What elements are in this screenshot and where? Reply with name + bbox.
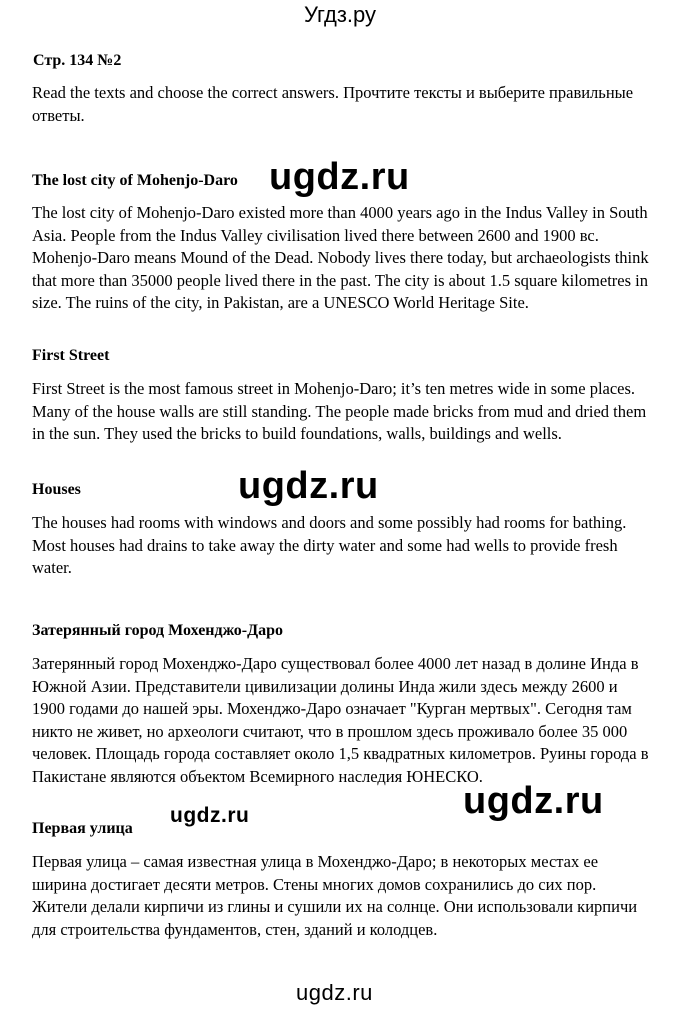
watermark: ugdz.ru	[238, 465, 379, 507]
russian-first-street-heading: Первая улица	[32, 820, 133, 837]
english-intro: The lost city of Mohenjo-Daro existed more than 4000 years ago in the Indus Valley in South Asia. People from the Indus Valley civilisation lived there between 2600 and 1900 вс. Mohenjo-Daro means Mound of the Dead. Nobody lives there today, but archaeologists think that more than 35000 people lived there in the past. The city is about 1.5 square kilometres in size. The ruins of the city, in Pakistan, are a UNESCO World Heritage Site.	[32, 203, 649, 312]
russian-first-street-text: Первая улица – самая известная улица в Мохенджо-Даро; в некоторых местах ее ширина достигает десяти метров. Стены многих домов сохранились до сих пор. Жители делали кирпичи из глины и сушили их на солнце. Они использовали кирпичи для строительства фундаментов, стен, зданий и колодцев.	[32, 852, 638, 939]
site-title: Угдз.ру	[303, 2, 377, 27]
english-title: The lost city of Mohenjo-Daro	[32, 172, 238, 189]
watermark: ugdz.ru	[170, 804, 250, 827]
russian-title: Затерянный город Мохенджо-Даро	[32, 622, 284, 639]
first-street-text: First Street is the most famous street in Mohenjo-Daro; it’s ten metres wide in some places. Many of the house walls are still standing. The people made bricks from mud and dried them in the sun. They used the bricks to build foundations, walls, buildings and wells.	[32, 379, 647, 443]
footer-watermark: ugdz.ru	[296, 980, 373, 1005]
instructions: Read the texts and choose the correct answers. Прочтите тексты и выберите правильные ответы.	[32, 83, 634, 125]
first-street-heading: First Street	[32, 347, 110, 364]
watermark: ugdz.ru	[269, 156, 410, 198]
watermark: ugdz.ru	[463, 780, 604, 822]
houses-heading: Houses	[32, 481, 81, 498]
houses-text: The houses had rooms with windows and doors and some possibly had rooms for bathing. Most houses had drains to take away the dirty water and some had wells to provide fresh water.	[32, 513, 627, 577]
page-reference: Стр. 134 №2	[33, 52, 122, 69]
russian-intro: Затерянный город Мохенджо-Даро существовал более 4000 лет назад в долине Инда в Южной Азии. Представители цивилизации долины Инда жили здесь между 2600 и 1900 годами до нашей эры. Мохенджо-Даро означает "Курган мертвых". Сегодня там никто не живет, но археологи считают, что в прошлом здесь проживало более 35 000 человек. Площадь города составляет около 1,5 квадратных километров. Руины города в Пакистане являются объектом Всемирного наследия ЮНЕСКО.	[32, 654, 649, 786]
